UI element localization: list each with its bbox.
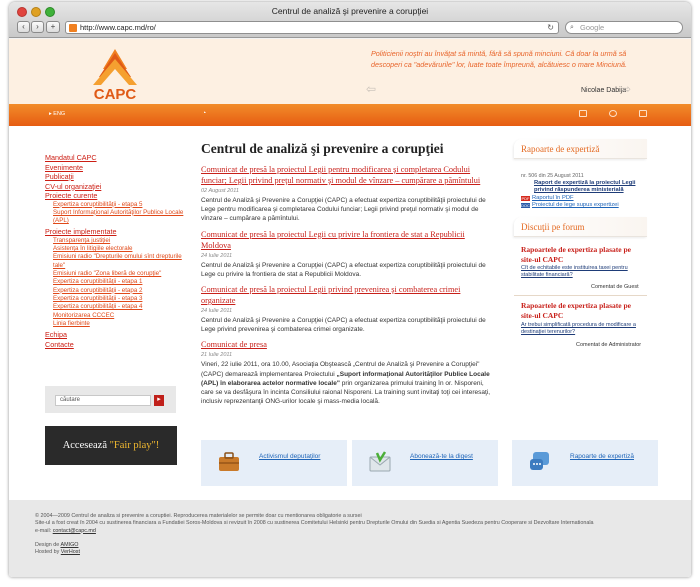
fairplay-highlight: "Fair play"! — [109, 440, 160, 451]
capc-logo[interactable] — [89, 47, 141, 103]
main-content — [201, 141, 491, 411]
browser-window — [9, 2, 691, 577]
forum-topic-link[interactable]: Ar trebui simplificată procedura de modificare a destinaţiei terenurilor? — [521, 322, 636, 335]
fairplay-banner[interactable] — [45, 426, 177, 465]
doc-badge: DOC — [521, 203, 530, 208]
site-search-input[interactable]: căutare — [55, 395, 151, 406]
page-footer — [9, 500, 691, 577]
sidebar-item-proiecte-curente[interactable]: Proiecte curente — [45, 191, 98, 200]
article-date: 02 August 2011 — [201, 188, 239, 194]
address-bar[interactable] — [65, 21, 559, 34]
feature-link[interactable]: Activismul deputaţilor — [259, 453, 321, 460]
article-title[interactable]: Comunicat de presă la proiectul Legii pentru modificarea şi completarea Codului funciar; Legii privind preţul normativ şi modul de vînzare – cumpărare a pămîntului — [201, 165, 481, 185]
feature-reports[interactable] — [512, 440, 658, 486]
next-quote-arrow-icon[interactable]: ⇨ — [621, 82, 632, 96]
article-body: Centrul de Analiză şi Prevenire a Corupţiei (CAPC) a efectuat expertiza coruptibilităţii proiectului de Lege cu privire la frontiera de stat a Republicii Moldova. — [201, 261, 486, 278]
sidebar-subitem[interactable]: Linia fierbinte — [53, 319, 90, 327]
plus-icon: + — [50, 22, 56, 31]
doc-link[interactable]: Proiectul de lege supus expertizei — [532, 202, 619, 208]
window-title: Centrul de analiză şi prevenire a corupţiei — [271, 6, 429, 16]
logo-text: CAPC — [93, 86, 137, 103]
url-text: http://www.capc.md/ro/ — [80, 23, 156, 32]
title-bar — [9, 2, 691, 38]
contact-icon[interactable] — [609, 110, 617, 117]
feature-digest[interactable] — [352, 440, 498, 486]
article-title[interactable]: Comunicat de presă la proiectul Legii privind prevenirea şi combaterea crimei organizate — [201, 285, 461, 306]
left-sidebar-menu — [45, 153, 185, 349]
sidebar-subitem[interactable]: Asistenţa în litigiile electorale — [53, 245, 133, 253]
banner-quote: Politicienii noştri au învăţat să mintă, fără să spună minciuni. Că doar la urmă să descoperi ca "adevărurile" lor, luate toate împreună, alcătuiesc o mare Minciună. — [371, 49, 628, 69]
print-icon[interactable] — [639, 110, 647, 117]
article-body: Centrul de Analiză şi Prevenire a Corupţiei (CAPC) a efectuat expertiza coruptibilităţii proiectului de Lege privind prevenirea şi combaterea crimei organizate. — [201, 317, 486, 334]
forum-comment-meta: Comentat de Guest — [591, 284, 639, 290]
chat-bubbles-icon — [528, 450, 552, 474]
forward-button[interactable] — [31, 21, 44, 33]
language-switch[interactable]: ▸ ENG — [49, 111, 66, 117]
briefcase-icon — [217, 450, 241, 474]
article-date: 21 Iulie 2011 — [201, 352, 233, 359]
reports-heading: Rapoarte de expertiză — [521, 144, 600, 154]
pdf-badge: PDF — [521, 196, 530, 201]
rss-icon[interactable]: ◔ — [202, 110, 207, 117]
sidebar-subitem[interactable]: Expertiza coruptibilităţii - etapa 2 — [53, 286, 143, 294]
quote-author: Nicolae Dabija — [581, 87, 627, 94]
forum-divider — [514, 295, 647, 296]
article-body: Centrul de Analiză şi Prevenire a Corupţiei (CAPC) a efectuat expertiza coruptibilităţii proiectului de Lege pentru modificarea şi completarea Codului funciar; Legii privind preţul normativ şi modul de vînzare – cumpărare a pămîntului. — [201, 197, 486, 223]
email-link[interactable]: contact@capc.md — [52, 527, 96, 534]
main-navbar — [9, 104, 691, 126]
footer-design: Design de AMIGO — [35, 541, 79, 548]
sidebar-item-echipa[interactable]: Echipa — [45, 330, 67, 340]
sidebar-item-publicatii[interactable]: Publicaţii — [45, 172, 74, 181]
pdf-link[interactable]: Raportul în PDF — [532, 195, 574, 201]
search-submit-button[interactable]: ▸ — [154, 395, 164, 406]
sidebar-subitem[interactable]: Emisiuni radio "Zona liberă de corupţie" — [53, 270, 162, 278]
feature-link[interactable]: Abonează-te la digest — [410, 453, 473, 460]
browser-search-placeholder: Google — [580, 23, 605, 32]
add-bookmark-button[interactable] — [46, 21, 60, 33]
forward-arrow-icon: › — [36, 22, 39, 31]
sidebar-item-evenimente[interactable]: Evenimente — [45, 162, 83, 172]
forum-comment-meta: Comentat de Administrator — [576, 342, 642, 348]
article-title[interactable]: Comunicat de presă la proiectul Legii cu privire la frontiera de stat a Republicii Moldova — [201, 229, 465, 250]
design-link[interactable]: AMIGO — [60, 541, 79, 548]
prev-quote-arrow-icon[interactable]: ⇦ — [366, 82, 377, 96]
article-date: 24 Iulie 2011 — [201, 308, 233, 315]
web-page — [9, 39, 691, 577]
sidebar-item-cv[interactable]: CV-ul organizaţiei — [45, 181, 102, 191]
article-body: Vineri, 22 iulie 2011, ora 10.00, Asociaţia Obştească „Centrul de Analiză şi Prevenire a Corupţiei" (CAPC) demarează implementarea Proiectului „Suport informaţional Autorităţilor Publice Locale (APL) în elaborarea actelor normative locale" prin organizarea primului training în or. Nisporeni, care se va desfăşura în incinta Consiliului raional Nisporeni. La training sunt invitaţi toţi cei interesaţi, inclusiv reprezentanţii ONG-urilor locale şi mass-media locală. — [201, 361, 491, 406]
favicon-icon — [69, 24, 77, 32]
feature-activism[interactable] — [201, 440, 347, 486]
email-icon[interactable] — [579, 110, 587, 117]
forum-topic-title[interactable]: Rapoartele de expertiza plasate pe site-ul CAPC — [521, 245, 631, 264]
sidebar-item-mandatul[interactable]: Mandatul CAPC — [45, 153, 97, 162]
sidebar-subitem[interactable]: Expertiza coruptibilităţii - etapa 3 — [53, 294, 143, 302]
fairplay-prefix: Accesează — [62, 440, 110, 451]
report-link[interactable]: Raport de expertiză la proiectul Legii privind răspunderea ministerială — [534, 180, 636, 193]
header-banner — [9, 39, 691, 104]
forum-topic-title[interactable]: Rapoartele de expertiza plasate pe site-ul CAPC — [521, 301, 631, 320]
footer-credits: Site-ul a fost creat în 2004 cu sustinerea financiara a Fundatiei Soros-Moldova si revizuit în 2008 cu sustinerea Comitetului Helsinki pentru Drepturile Omului din Suedia si Agentia Suedeza pentru Cooperare si Dezvoltare Internationala — [35, 520, 594, 527]
envelope-icon — [368, 450, 392, 474]
feature-link[interactable]: Rapoarte de expertiză — [570, 453, 634, 460]
footer-copyright: © 2004—2009 Centrul de analiza si prevenire a coruptiei. Reproducerea materialelor se permite doar cu mentionarea obligatorie a sursei — [35, 513, 362, 519]
footer-hosted: Hosted by VerHost — [35, 549, 80, 556]
sidebar-subitem[interactable]: Suport Informaţional Autorităţilor Publice Locale (APL) — [53, 208, 184, 225]
report-meta: nr. 506 din 25 August 2011 — [521, 173, 584, 179]
footer-email: e-mail: contact@capc.md — [35, 527, 96, 534]
sidebar-item-contacte[interactable]: Contacte — [45, 339, 74, 349]
page-title: Centrul de analiză şi prevenire a corupţiei — [201, 141, 444, 156]
sidebar-subitem[interactable]: Expertiza coruptibilităţii - etapa 5 — [53, 200, 143, 208]
forum-topic-link[interactable]: Cît de echitabile este instituirea taxei pentru stabilitate financiară? — [521, 265, 628, 278]
sidebar-subitem[interactable]: Transparenţa justiţiei — [53, 236, 111, 244]
reload-icon[interactable]: ↻ — [547, 23, 554, 32]
sidebar-subitem[interactable]: Monitorizarea CCCEC — [53, 311, 115, 319]
hosted-link[interactable]: VerHost — [60, 549, 80, 556]
sidebar-item-proiecte-implementate[interactable]: Proiecte implementate — [45, 227, 117, 237]
site-search — [45, 386, 176, 413]
forum-heading: Discuţii pe forum — [521, 222, 585, 232]
sidebar-subitem[interactable]: Expertiza coruptibilităţii - etapa 4 — [53, 303, 143, 311]
article-date: 24 Iulie 2011 — [201, 252, 233, 259]
article-title[interactable]: Comunicat de presa — [201, 340, 267, 350]
sidebar-subitem[interactable]: Expertiza coruptibilităţii - etapa 1 — [53, 278, 143, 286]
search-icon: ⌕ — [570, 24, 574, 31]
back-button[interactable] — [17, 21, 30, 33]
sidebar-subitem[interactable]: Emisiuni radio "Drepturile omului sînt drepturile tale" — [53, 253, 182, 269]
back-arrow-icon: ‹ — [22, 22, 25, 31]
browser-search-field[interactable] — [565, 21, 683, 34]
